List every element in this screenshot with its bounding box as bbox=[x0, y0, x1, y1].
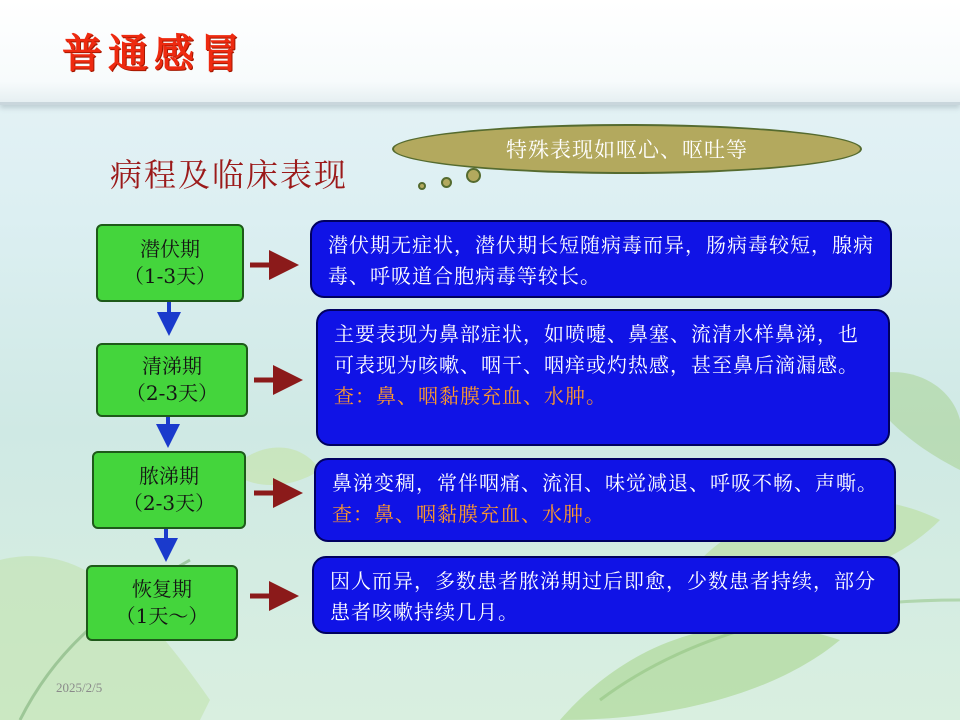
stage-name: 恢复期 bbox=[132, 577, 192, 601]
description-text: 鼻涕变稠，常伴咽痛、流泪、味觉减退、呼吸不畅、声嘶。 bbox=[332, 471, 878, 495]
callout-text: 特殊表现如呕心、呕吐等 bbox=[506, 138, 748, 162]
description-recovery bbox=[312, 556, 900, 634]
stage-name: 清涕期 bbox=[142, 354, 202, 378]
description-text: 因人而异，多数患者脓涕期过后即愈，少数患者持续，部分患者咳嗽持续几月。 bbox=[330, 569, 876, 624]
stage-name: 脓涕期 bbox=[139, 464, 199, 488]
description-text: 主要表现为鼻部症状，如喷嚏、鼻塞、流清水样鼻涕，也可表现为咳嗽、咽干、咽痒或灼热感，甚至鼻后滴漏感。 bbox=[334, 322, 859, 377]
stage-incubation bbox=[96, 224, 244, 302]
description-highlight: 查：鼻、咽黏膜充血、水肿。 bbox=[334, 384, 607, 408]
stage-clear-discharge bbox=[96, 343, 248, 417]
stage-purulent-discharge bbox=[92, 451, 246, 529]
slide-title: 普通感冒 bbox=[62, 30, 246, 77]
description-clear-discharge bbox=[316, 309, 890, 446]
description-purulent-discharge bbox=[314, 458, 896, 542]
slide-date: 2025/2/5 bbox=[56, 680, 103, 695]
stage-duration: （1-3天） bbox=[123, 264, 217, 288]
stage-duration: （2-3天） bbox=[122, 491, 216, 515]
description-highlight: 查：鼻、咽黏膜充血、水肿。 bbox=[332, 502, 605, 526]
stage-duration: （1天～） bbox=[115, 604, 209, 628]
slide-subtitle: 病程及临床表现 bbox=[110, 156, 349, 194]
stage-recovery bbox=[86, 565, 238, 641]
description-incubation bbox=[310, 220, 892, 298]
description-text: 潜伏期无症状，潜伏期长短随病毒而异，肠病毒较短，腺病毒、呼吸道合胞病毒等较长。 bbox=[328, 233, 874, 288]
stage-duration: （2-3天） bbox=[125, 381, 219, 405]
stage-name: 潜伏期 bbox=[140, 237, 200, 261]
